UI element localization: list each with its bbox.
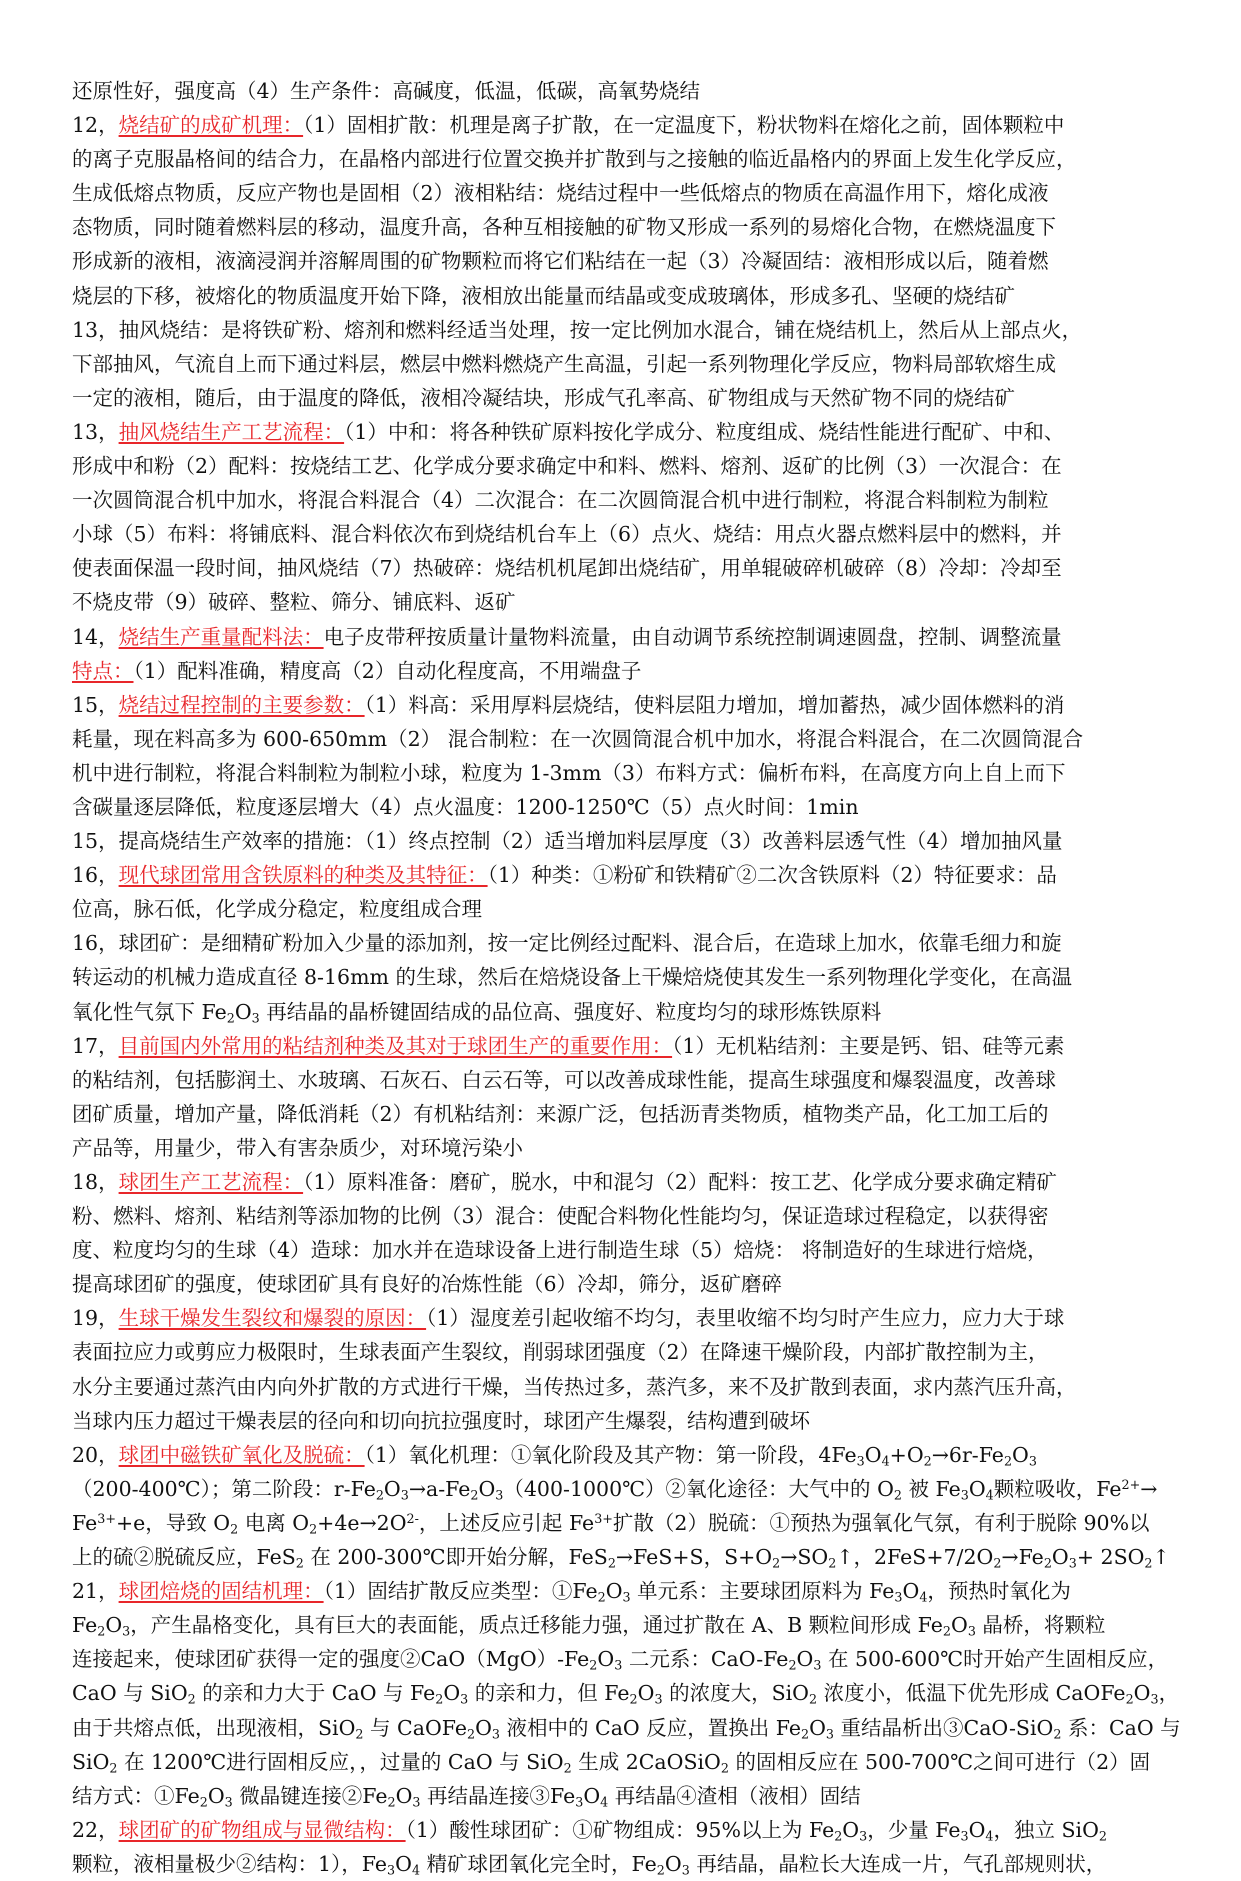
text-span: ，上述反应引起 Fe xyxy=(418,1510,595,1535)
text-line xyxy=(72,926,1171,960)
text-span: 生成低熔点物质，反应产物也是固相（2）液相粘结：烧结过程中一些低熔点的物质在高温作用下，熔化成液 xyxy=(72,181,1049,206)
superscript: 2+ xyxy=(1121,1476,1141,1492)
subscript: 2 xyxy=(226,1010,235,1026)
text-span: 单元系：主要球团原料为 Fe xyxy=(630,1579,895,1604)
subscript: 2 xyxy=(772,1555,781,1571)
subscript: 2 xyxy=(893,1487,902,1503)
text-line xyxy=(72,1404,1171,1438)
text-span: 晶桥，将颗粒 xyxy=(975,1613,1106,1638)
text-span: ，预热时氧化为 xyxy=(927,1579,1071,1604)
text-span: 16，球团矿：是细精矿粉加入少量的添加剂，按一定比例经过配料、混合后，在造球上加水，依靠毛细力和旋 xyxy=(72,931,1062,956)
subscript: 4 xyxy=(411,1862,421,1878)
text-span: 16， xyxy=(72,863,119,888)
text-span: 20， xyxy=(72,1442,119,1467)
text-span: 13，抽风烧结：是将铁矿粉、熔剂和燃料经适当处理，按一定比例加水混合，铺在烧结机上，然后从上部点火， xyxy=(72,317,1083,342)
text-line xyxy=(72,790,1171,824)
text-line xyxy=(72,1540,1171,1574)
text-span: +e，导致 O xyxy=(115,1510,231,1535)
subscript: 3 xyxy=(614,1657,623,1673)
text-line xyxy=(72,1642,1171,1676)
text-span: O xyxy=(207,1783,225,1808)
subscript: 3 xyxy=(251,1010,260,1026)
text-line xyxy=(72,551,1171,585)
text-span: 上的硫②脱硫反应，FeS xyxy=(72,1545,296,1570)
text-span: O xyxy=(864,1442,882,1467)
subscript: 2 xyxy=(375,1487,384,1503)
subscript: 2 xyxy=(607,1555,616,1571)
text-span: O xyxy=(637,1681,655,1706)
section-heading: 生球干燥发生裂纹和爆裂的原因： xyxy=(118,1306,427,1331)
text-span: 再结晶，晶粒长大连成一片，气孔部规则状， xyxy=(689,1851,1107,1876)
text-span: 的浓度大，SiO xyxy=(662,1681,809,1706)
text-span: 不烧皮带（9）破碎、整粒、筛分、铺底料、返矿 xyxy=(72,590,516,615)
text-span: 形成中和粉（2）配料：按烧结工艺、化学成分要求确定中和料、燃料、熔剂、返矿的比例（3）一次混合：在 xyxy=(72,454,1062,479)
text-span: 水分主要通过蒸汽由内向外扩散的方式进行干燥，当传热过多，蒸汽多，来不及扩散到表面，求内蒸汽压升高， xyxy=(72,1374,1077,1399)
text-line xyxy=(72,108,1171,142)
subscript: 2 xyxy=(187,1691,196,1707)
text-line xyxy=(72,756,1171,790)
text-line xyxy=(72,142,1171,176)
text-span: O xyxy=(968,1817,986,1842)
text-line xyxy=(72,347,1171,381)
text-line xyxy=(72,313,1171,347)
subscript: 4 xyxy=(600,1794,609,1810)
text-line xyxy=(72,1029,1171,1063)
text-line xyxy=(72,1813,1171,1847)
text-span: （1）原料准备：磨矿，脱水，中和混匀（2）配料：按工艺、化学成分要求确定精矿 xyxy=(303,1170,1057,1194)
subscript: 4 xyxy=(881,1453,890,1469)
subscript: 2 xyxy=(466,1726,476,1742)
text-span: 的粘结剂，包括膨润土、水玻璃、石灰石、白云石等，可以改善成球性能，提高生球强度和爆裂温度，改善球 xyxy=(72,1067,1056,1092)
text-line xyxy=(72,1335,1171,1369)
text-span: 在 200-300℃即开始分解，FeS xyxy=(303,1545,608,1570)
text-span: 18， xyxy=(72,1170,119,1194)
text-line xyxy=(72,858,1171,892)
text-span: 生成 2CaOSiO xyxy=(571,1749,721,1774)
text-line xyxy=(72,517,1171,551)
text-span: （1）湿度差引起收缩不均匀，表里收缩不均匀时产生应力，应力大于球 xyxy=(426,1306,1065,1331)
text-span: 当球内压力超过干燥表层的径向和切向抗拉强度时，球团产生爆裂，结构遭到破坏 xyxy=(72,1408,810,1433)
text-span: + 2SO xyxy=(1076,1545,1145,1570)
text-line xyxy=(72,1745,1171,1779)
text-span: 二元系：CaO-Fe xyxy=(622,1647,789,1672)
text-line xyxy=(72,654,1171,688)
text-span: （1）种类：①粉矿和铁精矿②二次含铁原料（2）特征要求：品 xyxy=(487,863,1057,888)
text-span: 一次圆筒混合机中加水，将混合料混合（4）二次混合：在二次圆筒混合机中进行制粒，将混合料制粒为制粒 xyxy=(72,488,1049,513)
text-span: 19， xyxy=(72,1306,119,1331)
text-span: （1）中和：将各种铁矿原料按化学成分、粒度组成、烧结性能进行配矿、中和、 xyxy=(344,419,1065,444)
subscript: 3 xyxy=(400,1487,409,1503)
section-heading: 球团矿的矿物组成与显微结构： xyxy=(118,1817,406,1842)
subscript: 2 xyxy=(923,1453,932,1469)
text-span: （1）酸性球团矿：①矿物组成：95%以上为 Fe xyxy=(405,1817,835,1842)
subscript: 2 xyxy=(109,1760,118,1776)
text-span: Fe xyxy=(72,1613,98,1638)
section-heading: 烧结生产重量配料法： xyxy=(118,624,324,649)
subscript: 3 xyxy=(825,1726,834,1742)
text-span: O xyxy=(583,1783,601,1808)
text-span: 下部抽风，气流自上而下通过料层，燃层中燃料燃烧产生高温，引起一系列物理化学反应，物料局部软熔生成 xyxy=(72,351,1056,376)
subscript: 4 xyxy=(919,1589,928,1605)
text-span: O xyxy=(475,1715,492,1740)
subscript: 2 xyxy=(942,1623,951,1639)
text-span: 态物质，同时随着燃料层的移动，温度升高，各种互相接触的矿物又形成一系列的易熔化合物，在燃烧温度下 xyxy=(72,215,1056,240)
text-line xyxy=(72,1438,1171,1472)
subscript: 3 xyxy=(122,1623,131,1639)
section-heading: 球团中磁铁矿氧化及脱硫： xyxy=(118,1442,365,1467)
subscript: 2 xyxy=(1098,1828,1107,1844)
text-span: 颗粒，液相量极少②结构：1），Fe xyxy=(72,1851,388,1876)
text-span: 形成新的液相，液滴浸润并溶解周围的矿物颗粒而将它们粘结在一起（3）冷凝固结：液相形成以后，随着燃 xyxy=(72,249,1049,274)
text-span: O xyxy=(968,1476,986,1501)
text-span: （400-1000℃）②氧化途径：大气中的 O xyxy=(503,1476,894,1501)
text-span: 系：CaO 与 xyxy=(1061,1715,1181,1740)
text-span: 14， xyxy=(72,624,119,649)
subscript: 2 xyxy=(808,1691,818,1707)
subscript: 2 xyxy=(1125,1691,1134,1707)
text-span: O xyxy=(796,1647,814,1672)
text-line xyxy=(72,1370,1171,1404)
text-line xyxy=(72,1676,1180,1710)
section-heading: 目前国内外常用的粘结剂种类及其对于球团生产的重要作用： xyxy=(118,1033,673,1058)
text-span: →a-Fe xyxy=(408,1476,471,1501)
text-line xyxy=(72,1131,1171,1165)
text-span: （1）氧化机理：①氧化阶段及其产物：第一阶段，4Fe xyxy=(364,1442,857,1467)
text-span: O xyxy=(809,1715,826,1740)
text-line xyxy=(72,415,1171,449)
text-span: 扩散（2）脱硫：①预热为强氧化气氛，有利于脱除 90%以 xyxy=(612,1510,1150,1535)
text-span: 的亲和力大于 CaO 与 Fe xyxy=(195,1681,436,1706)
text-line xyxy=(72,688,1171,722)
subscript: 2 xyxy=(629,1691,638,1707)
subscript: 4 xyxy=(985,1828,994,1844)
subscript: 2 xyxy=(834,1828,843,1844)
text-span: →SO xyxy=(780,1545,829,1570)
subscript: 3 xyxy=(491,1726,500,1742)
text-line xyxy=(72,892,1171,926)
text-line xyxy=(72,449,1171,483)
text-span: O xyxy=(664,1851,682,1876)
text-line xyxy=(72,381,1171,415)
text-span: ，少量 Fe xyxy=(867,1817,961,1842)
text-span: 浓度小，低温下优先形成 CaOFe xyxy=(817,1681,1126,1706)
subscript: 2 xyxy=(563,1760,572,1776)
text-span: →FeS+S，S+O xyxy=(615,1545,773,1570)
text-span: 在 1200℃进行固相反应，，过量的 CaO 与 SiO xyxy=(117,1749,564,1774)
text-span: →6r-Fe xyxy=(931,1442,1004,1467)
text-span: 还原性好，强度高（4）生产条件：高碱度，低温，低碳，高氧势烧结 xyxy=(72,79,701,103)
text-span: Fe xyxy=(72,1510,98,1535)
subscript: 3 xyxy=(460,1691,469,1707)
text-span: 微晶键连接②Fe xyxy=(232,1783,388,1808)
section-heading: 球团焙烧的固结机理： xyxy=(118,1579,324,1604)
text-span: 15， xyxy=(72,692,119,717)
text-span: （200-400℃）；第二阶段：r-Fe xyxy=(72,1476,376,1501)
text-span: O xyxy=(105,1613,123,1638)
text-span: （1）配料准确，精度高（2）自动化程度高，不用端盘子 xyxy=(133,658,642,683)
text-line xyxy=(72,1097,1171,1131)
subscript: 3 xyxy=(622,1589,631,1605)
text-line xyxy=(72,1847,1171,1881)
text-span: ↑ xyxy=(1152,1545,1170,1570)
text-span: → xyxy=(1140,1476,1158,1501)
text-line xyxy=(72,1506,1171,1540)
text-span: 产品等，用量少，带入有害杂质少，对环境污染小 xyxy=(72,1135,523,1160)
text-line xyxy=(72,1165,1171,1199)
text-line xyxy=(72,1267,1171,1301)
section-heading: 球团生产工艺流程： xyxy=(118,1170,304,1194)
text-span: ↑，2FeS+7/2O xyxy=(836,1545,994,1570)
text-span: 在 500-600℃时开始产生固相反应， xyxy=(821,1647,1169,1672)
text-span: O xyxy=(605,1579,623,1604)
text-line xyxy=(72,74,1171,108)
subscript: 2 xyxy=(199,1794,208,1810)
text-span: 12， xyxy=(72,113,119,138)
text-line xyxy=(72,1574,1171,1608)
superscript: 2- xyxy=(406,1510,419,1526)
text-span: 21， xyxy=(72,1579,119,1604)
subscript: 2 xyxy=(589,1657,598,1673)
text-line xyxy=(72,1063,1171,1097)
section-heading: 现代球团常用含铁原料的种类及其特征： xyxy=(118,863,488,888)
text-span: O xyxy=(234,999,252,1024)
text-span: ，产生晶格变化，具有巨大的表面能，质点迁移能力强，通过扩散在 A、B 颗粒间形成 Fe xyxy=(130,1613,943,1638)
subscript: 2 xyxy=(1053,1726,1062,1742)
subscript: 3 xyxy=(495,1487,504,1503)
subscript: 3 xyxy=(967,1623,976,1639)
subscript: 2 xyxy=(720,1760,729,1776)
text-line xyxy=(72,279,1171,313)
text-span: 再结晶的晶桥键固结成的品位高、强度好、粒度均匀的球形炼铁原料 xyxy=(259,999,882,1024)
text-span: 团矿质量，增加产量，降低消耗（2）有机粘结剂：来源广泛，包括沥青类物质，植物类产品，化工加工后的 xyxy=(72,1101,1049,1126)
subscript: 3 xyxy=(894,1589,903,1605)
text-span: O xyxy=(1012,1442,1029,1467)
text-line xyxy=(72,722,1171,756)
subscript: 2 xyxy=(1144,1555,1153,1571)
text-line xyxy=(72,960,1171,994)
section-heading: 烧结过程控制的主要参数： xyxy=(118,692,365,717)
text-span: 一定的液相，随后，由于温度的降低，液相冷凝结块，形成气孔率高、矿物组成与天然矿物不同的烧结矿 xyxy=(72,385,1015,410)
subscript: 3 xyxy=(654,1691,663,1707)
subscript: 2 xyxy=(1043,1555,1052,1571)
subscript: 3 xyxy=(859,1828,868,1844)
text-span: O xyxy=(395,1851,412,1876)
text-span: 电子皮带秤按质量计量物料流量，由自动调节系统控制调速圆盘，控制、调整流量 xyxy=(323,624,1062,649)
text-span: O xyxy=(1051,1545,1069,1570)
text-span: 17， xyxy=(72,1033,119,1058)
text-span: O xyxy=(842,1817,860,1842)
text-span: 小球（5）布料：将铺底料、混合料依次布到烧结机台车上（6）点火、烧结：用点火器点燃料层中的燃料，并 xyxy=(72,522,1062,547)
text-span: 粉、燃料、熔剂、粘结剂等添加物的比例（3）混合：使配合料物化性能均匀，保证造球过程稳定，以获得密 xyxy=(72,1204,1049,1229)
subscript: 2 xyxy=(788,1657,797,1673)
text-span: 再结晶④渣相（液相）固结 xyxy=(608,1783,861,1808)
subscript: 2 xyxy=(309,1521,318,1537)
subscript: 3 xyxy=(412,1794,421,1810)
text-line xyxy=(72,1199,1171,1233)
text-span: 15，提高烧结生产效率的措施：（1）终点控制（2）适当增加料层厚度（3）改善料层透气性（4）增加抽风量 xyxy=(72,829,1063,854)
text-span: 颗粒吸收，Fe xyxy=(993,1476,1122,1501)
text-line xyxy=(72,585,1171,619)
subscript: 3 xyxy=(681,1862,690,1878)
text-span: O xyxy=(902,1579,920,1604)
text-span: （1）无机粘结剂：主要是钙、铝、硅等元素 xyxy=(672,1033,1065,1058)
subscript: 2 xyxy=(993,1555,1002,1571)
subscript: 2 xyxy=(801,1726,810,1742)
subscript: 3 xyxy=(575,1794,584,1810)
text-span: 烧层的下移，被熔化的物质温度开始下降，液相放出能量而结晶或变成玻璃体，形成多孔、坚硬的烧结矿 xyxy=(72,283,1015,308)
text-span: 22， xyxy=(72,1817,119,1842)
text-line xyxy=(72,824,1171,858)
text-span: 再结晶连接③Fe xyxy=(420,1783,576,1808)
text-span: O xyxy=(395,1783,413,1808)
text-line xyxy=(72,244,1171,278)
superscript: 3+ xyxy=(97,1510,116,1526)
subscript: 3 xyxy=(960,1487,969,1503)
text-span: 含碳量逐层降低，粒度逐层增大（4）点火温度：1200-1250℃（5）点火时间：1min xyxy=(72,794,859,819)
subscript: 3 xyxy=(856,1453,865,1469)
subscript: 4 xyxy=(985,1487,994,1503)
text-line xyxy=(72,1301,1171,1335)
subscript: 2 xyxy=(230,1521,239,1537)
text-span: SiO xyxy=(72,1749,110,1774)
subscript: 2 xyxy=(435,1691,444,1707)
subscript: 3 xyxy=(1150,1691,1159,1707)
text-span: ， xyxy=(1158,1681,1180,1706)
text-span: 与 CaOFe xyxy=(363,1715,467,1740)
text-line xyxy=(72,1608,1171,1642)
text-line xyxy=(72,1711,1181,1745)
text-span: 液相中的 CaO 反应，置换出 Fe xyxy=(499,1715,801,1740)
text-span: 电离 O xyxy=(238,1510,310,1535)
subscript: 3 xyxy=(1068,1555,1077,1571)
subscript: 2 xyxy=(597,1589,606,1605)
text-span: 连接起来，使球团矿获得一定的强度②CaO（MgO）-Fe xyxy=(72,1647,590,1672)
subscript: 2 xyxy=(656,1862,665,1878)
text-span: 表面拉应力或剪应力极限时，生球表面产生裂纹，削弱球团强度（2）在降速干燥阶段，内部扩散控制为主， xyxy=(72,1340,1049,1365)
subscript: 2 xyxy=(295,1555,304,1571)
text-span: 结方式：①Fe xyxy=(72,1783,200,1808)
text-span: O xyxy=(443,1681,461,1706)
subscript: 2 xyxy=(355,1726,364,1742)
text-span: O xyxy=(383,1476,401,1501)
text-span: 机中进行制粒，将混合料制粒为制粒小球，粒度为 1-3mm（3）布料方式：偏析布料，在高度方向上自上而下 xyxy=(72,760,1066,785)
text-span: （1）固结扩散反应类型：①Fe xyxy=(323,1579,598,1604)
text-span: O xyxy=(597,1647,615,1672)
text-line xyxy=(72,176,1171,210)
subscript: 3 xyxy=(813,1657,822,1673)
text-span: 被 Fe xyxy=(901,1476,961,1501)
text-span: O xyxy=(951,1613,968,1638)
section-heading: 抽风烧结生产工艺流程： xyxy=(118,419,345,444)
text-span: ，独立 SiO xyxy=(993,1817,1099,1842)
text-span: +O xyxy=(889,1442,924,1467)
text-span: 精矿球团氧化完全时，Fe xyxy=(420,1851,657,1876)
text-line xyxy=(72,210,1171,244)
section-heading: 特点： xyxy=(72,658,134,683)
text-span: 13， xyxy=(72,419,119,444)
text-span: 转运动的机械力造成直径 8-16mm 的生球，然后在焙烧设备上干燥焙烧使其发生一系列物理化学变化，在高温 xyxy=(72,965,1072,990)
text-line xyxy=(72,620,1171,654)
subscript: 2 xyxy=(828,1555,837,1571)
subscript: 3 xyxy=(1028,1453,1037,1469)
text-line xyxy=(72,483,1171,517)
section-heading: 烧结矿的成矿机理： xyxy=(118,113,304,138)
text-span: 使表面保温一段时间，抽风烧结（7）热破碎：烧结机机尾卸出烧结矿，用单辊破碎机破碎（8）冷却：冷却至 xyxy=(72,556,1062,581)
subscript: 2 xyxy=(1003,1453,1013,1469)
subscript: 3 xyxy=(224,1794,233,1810)
text-span: 的离子克服晶格间的结合力，在晶格内部进行位置交换并扩散到与之接触的临近晶格内的界面上发生化学反应， xyxy=(72,147,1077,172)
superscript: 3+ xyxy=(594,1510,613,1526)
text-span: 的亲和力，但 Fe xyxy=(468,1681,630,1706)
text-span: 提高球团矿的强度，使球团矿具有良好的冶炼性能（6）冷却，筛分，返矿磨碎 xyxy=(72,1272,783,1297)
text-span: 的固相反应在 500-700℃之间可进行（2）固 xyxy=(728,1749,1151,1774)
text-span: O xyxy=(478,1476,496,1501)
subscript: 3 xyxy=(387,1862,396,1878)
subscript: 2 xyxy=(470,1487,479,1503)
text-span: 度、粒度均匀的生球（4）造球：加水并在造球设备上进行制造生球（5）焙烧： 将制造好的生球进行焙烧， xyxy=(72,1238,1048,1263)
subscript: 2 xyxy=(387,1794,396,1810)
text-line xyxy=(72,1472,1171,1506)
text-span: 位高，脉石低，化学成分稳定，粒度组成合理 xyxy=(72,897,482,922)
text-span: CaO 与 SiO xyxy=(72,1681,188,1706)
text-span: 重结晶析出③CaO-SiO xyxy=(834,1715,1054,1740)
text-span: （1）料高：采用厚料层烧结，使料层阻力增加，增加蓄热，减少固体燃料的消 xyxy=(364,692,1065,717)
subscript: 2 xyxy=(97,1623,106,1639)
text-span: 耗量，现在料高多为 600-650mm（2） 混合制粒：在一次圆筒混合机中加水，将混合料混合，在二次圆筒混合 xyxy=(72,726,1084,751)
text-span: （1）固相扩散：机理是离子扩散，在一定温度下，粉状物料在熔化之前，固体颗粒中 xyxy=(303,113,1065,138)
text-line xyxy=(72,995,1171,1029)
text-line xyxy=(72,1779,1171,1813)
text-span: O xyxy=(1133,1681,1151,1706)
text-span: →Fe xyxy=(1001,1545,1044,1570)
text-span: 由于共熔点低，出现液相，SiO xyxy=(72,1715,356,1740)
text-span: +4e→2O xyxy=(317,1510,407,1535)
text-line xyxy=(72,1233,1171,1267)
text-span: 氧化性气氛下 Fe xyxy=(72,999,227,1024)
subscript: 3 xyxy=(960,1828,969,1844)
